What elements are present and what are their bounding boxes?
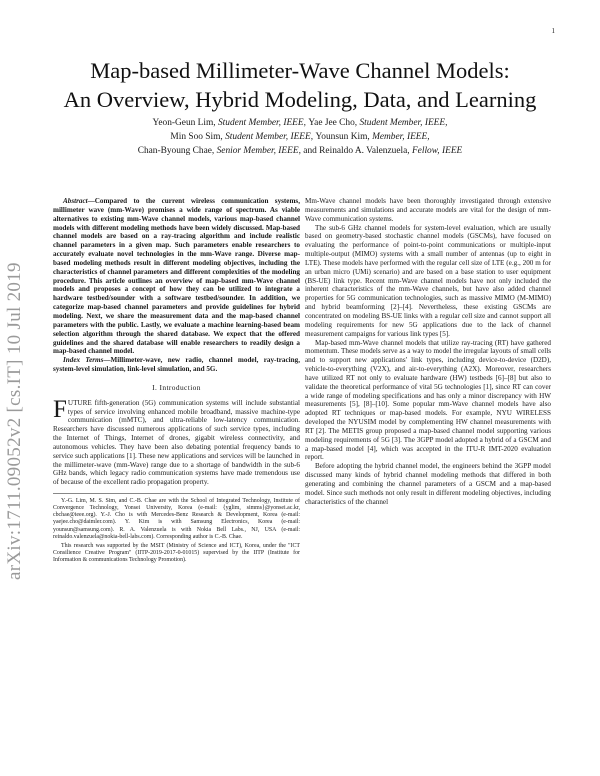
index-terms <box>53 356 300 374</box>
abstract-text: —Compared to the current wireless communication systems, millimeter wave (mm-Wave) promises a wide range of spectrum. As viable alternatives to existing mm-Wave channel models, various map-based channel models with different modeling methods have been widely discussed. Map-based channel models are based on a ray-tracing algorithm and include realistic channel parameters in a given map. Such parameters enable researchers to accurately evaluate novel technologies in the mm-Wave range. Diverse map-based modeling methods result in different modeling objectives, including the characteristics of channel parameters and different complexities of the modeling procedure. This article outlines an overview of map-based mm-Wave channel models and proposes a concept of how they can be utilized to integrate a hardware testbed/sounder with a software testbed/sounder. In addition, we categorize map-based channel parameters and provide guidelines for hybrid modeling. Next, we share the measurement data and the map-based channel parameters with the public. Lastly, we evaluate a machine learning-based beam selection algorithm through the shared database. We expect that the offered guidelines and the shared database will enable researchers to readily design a map-based channel model. <box>53 197 300 356</box>
index-terms-text: —Millimeter-wave, new radio, channel model, ray-tracing, system-level simulation, link-level simulation, and 5G. <box>53 356 300 374</box>
author-line-3 <box>40 144 560 158</box>
abstract-label: Abstract <box>63 197 88 205</box>
abstract <box>53 197 300 356</box>
body-paragraph: Before adopting the hybrid channel model, the engineers behind the 3GPP model discussed many kinds of hybrid channel modeling methods that differed in both generating and combining the channel parameters of a GSCM and a map-based model. Since such methods not only result in different modeling objectives, including characteristics of the channel <box>305 462 551 506</box>
author-role: Student Member, IEEE, <box>359 118 448 128</box>
author-role: Member, IEEE, <box>372 132 430 142</box>
author-name: and Reinaldo A. Valenzuela, <box>303 146 412 156</box>
author-name: Yae Jee Cho, <box>308 118 360 128</box>
author-role: Senior Member, IEEE, <box>216 146 304 156</box>
author-role: Student Member, IEEE, <box>225 132 316 142</box>
author-role: Fellow, IEEE <box>411 146 463 156</box>
page-number: 1 <box>551 27 555 35</box>
left-column <box>53 197 300 566</box>
intro-text: UTURE fifth-generation (5G) communication systems will include substantial types of service involving enhanced mobile broadband, massive machine-type communication (mMTC), and ultra-reliable low-latency communication. Researchers have discussed numerous applications of such service types, including the Internet of Things, Internet of drones, gigabit wireless connectivity, and autonomous vehicles. They have been also debating potential frequency bands to service such applications [1]. These new applications and services will be launched in the millimeter-wave (mm-Wave) range due to a shortage of bandwidth in the sub-6 GHz bands, which legacy radio communication systems have made tremendous use of because of the excellent radio propagation property. <box>53 398 300 487</box>
paper-title <box>40 56 560 114</box>
author-line-1 <box>40 116 560 130</box>
index-terms-label: Index Terms <box>63 356 104 365</box>
intro-paragraph <box>53 395 300 487</box>
footnote-affiliations: Y.-G. Lim, M. S. Sim, and C.-B. Chae are with the School of Integrated Technology, Institute of Convergence Technology, Yonsei University, Korea (e-mail: {yglim, simms}@yonsei.ac.kr, cbchae@ieee.org). Y.-J. Cho is with Mercedes-Benz Research & Development, Korea (e-mail: yaejee.cho@daimler.com). Y. Kim is with Samsung Electronics, Korea (e-mail: younsun@samsung.com). R. A. Valenzuela is with Nokia Bell Labs., NJ, USA (e-mail: reinaldo.valenzuela@nokia-bell-labs.com). Corresponding author is C.-B. Chae. <box>53 498 300 540</box>
author-line-2 <box>40 130 560 144</box>
author-name: Yeon-Geun Lim, <box>152 118 218 128</box>
title-line-2: An Overview, Hybrid Modeling, Data, and Learning <box>63 87 537 112</box>
right-column <box>305 197 551 507</box>
arxiv-stamp: arXiv:1711.09052v2 [cs.IT] 10 Jul 2019 <box>4 262 25 580</box>
body-paragraph: Mm-Wave channel models have been thoroughly investigated through extensive measurements and simulations and accurate models are vital for the design of mm-Wave communication systems. <box>305 197 551 223</box>
title-line-1: Map-based Millimeter-Wave Channel Models: <box>90 58 510 83</box>
author-role: Student Member, IEEE, <box>217 118 309 128</box>
section-heading: I. Introduction <box>152 382 201 392</box>
footnotes <box>53 493 300 564</box>
body-paragraph: Map-based mm-Wave channel models that utilize ray-tracing (RT) have gathered momentum. These models serve as a way to model the irregular layouts of small cells and to support new applications' link types, including device-to-device (D2D), vehicle-to-everything (V2X), and air-to-everything (A2X). Moreover, researchers have utilized RT not only to evaluate hardware (HW) testbeds [6]–[8] but also to validate the theoretical performance of vital 5G technologies [1], since RT can cover a wide range of modeling specifications and has only a minor discrepancy with HW measurements [5], [8]–[10]. Some popular mm-Wave channel models have also adopted RT techniques or map-based models. For example, NYU WIRELESS developed the NYUSIM model by complementing HW channel measurements with RT [2]. The METIS group proposed a map-based channel model supporting various modeling requirements of 5G [3]. The 3GPP model adopted a hybrid of a GSCM and a map-based model [4], which was accepted in the ITU-R IMT-2020 evaluation report. <box>305 338 551 462</box>
drop-cap: F <box>53 395 67 423</box>
author-name: Younsun Kim, <box>315 132 373 142</box>
author-list <box>40 116 560 158</box>
body-paragraph: The sub-6 GHz channel models for system-level evaluation, which are usually based on geometry-based stochastic channel models (GSCMs), have focused on evaluating the performance of point-to-point communications or multiple-input multiple-output (MIMO) systems with a small number of antennas (up to eight in LTE). These models have performed with the regular cell size of LTE (e.g., 200 m for an urban micro (UMi) scenario) and are based on a base station to user equipment (BS-UE) link type. Recent mm-Wave channel models have not only included the inherent characteristics of the mm-Wave channels, but have also added channel properties for 5G communication technologies, such as massive MIMO (M-MIMO) and hybrid beamforming [2]–[4]. Nevertheless, these existing GSCMs are concentrated on modeling BS-UE links with a regular cell size and cannot support all modeling requirements for new 5G applications due to the lack of channel measurement campaigns for various link types [5]. <box>305 223 551 338</box>
footnote-funding: This research was supported by the MSIT (Ministry of Science and ICT), Korea, under the "ICT Consilience Creative Program" (IITP-2019-2017-0-01015) supervised by the IITP (Institute for Information & communications Technology Promotion). <box>53 542 300 563</box>
author-name: Min Soo Sim, <box>170 132 226 142</box>
author-name: Chan-Byoung Chae, <box>137 146 217 156</box>
